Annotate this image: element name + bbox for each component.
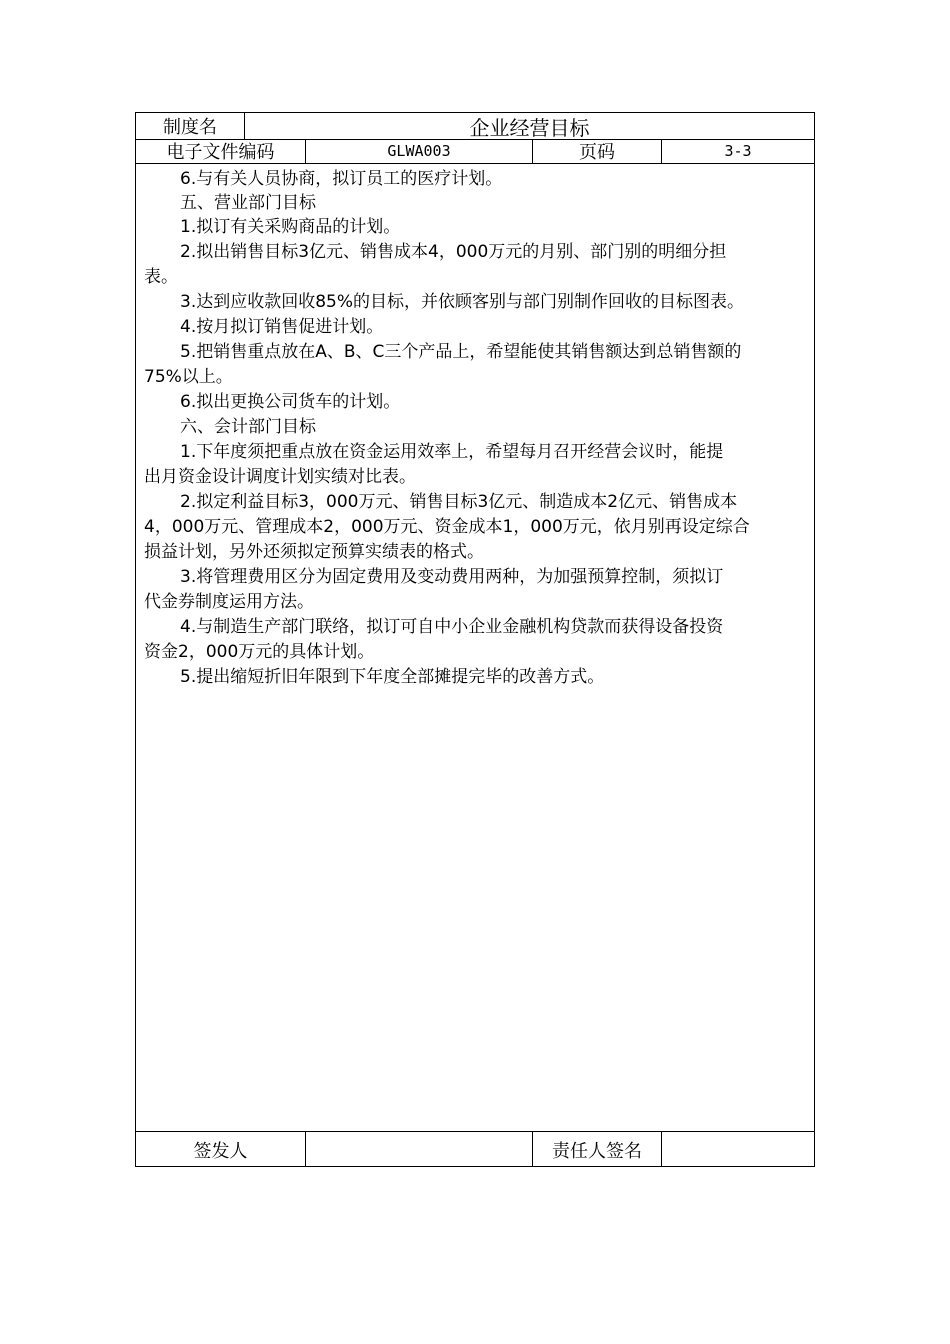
body-line: 5.提出缩短折旧年限到下年度全部摊提完毕的改善方式。: [180, 667, 605, 687]
body-line: 4.与制造生产部门联络，拟订可自中小企业金融机构贷款而获得设备投资: [180, 617, 724, 637]
body-line: 3.达到应收款回收85%的目标，并依顾客别与部门别制作回收的目标图表。: [180, 292, 745, 312]
body-line: 2.拟定利益目标3，000万元、销售目标3亿元、制造成本2亿元、销售成本: [180, 492, 738, 512]
signature-row: [136, 1131, 814, 1167]
page-label: 页码: [533, 139, 662, 163]
section-heading: 六、会计部门目标: [180, 417, 316, 437]
body-line: 4.按月拟订销售促进计划。: [180, 317, 384, 337]
body-line: 5.把销售重点放在A、B、C三个产品上，希望能使其销售额达到总销售额的: [180, 342, 742, 362]
document-body: [136, 164, 814, 1131]
body-line: 6.与有关人员协商，拟订员工的医疗计划。: [180, 169, 503, 189]
issuer-label: 签发人: [136, 1132, 306, 1167]
body-line: 代金券制度运用方法。: [144, 592, 314, 612]
body-line: 3.将管理费用区分为固定费用及变动费用两种，为加强预算控制，须拟订: [180, 567, 724, 587]
body-line: 表。: [144, 267, 178, 287]
header-row-meta: [136, 139, 814, 164]
responsible-signature-field[interactable]: [662, 1132, 814, 1167]
body-line: 1.下年度须把重点放在资金运用效率上，希望每月召开经营会议时，能提: [180, 442, 724, 462]
name-label: 制度名: [136, 113, 245, 139]
body-line: 4，000万元、管理成本2，000万元、资金成本1，000万元，依月别再设定综合: [144, 517, 750, 537]
header-row-title: [136, 113, 814, 140]
body-line: 出月资金设计调度计划实绩对比表。: [144, 467, 416, 487]
responsible-label: 责任人签名: [533, 1132, 662, 1167]
body-line: 2.拟出销售目标3亿元、销售成本4，000万元的月别、部门别的明细分担: [180, 242, 727, 262]
body-line: 1.拟订有关采购商品的计划。: [180, 217, 401, 237]
section-heading: 五、营业部门目标: [180, 193, 316, 213]
issuer-field[interactable]: [306, 1132, 533, 1167]
file-code-value: GLWA003: [306, 139, 533, 163]
page-value: 3-3: [724, 142, 752, 160]
body-line: 资金2，000万元的具体计划。: [144, 642, 375, 662]
body-line: 损益计划，另外还须拟定预算实绩表的格式。: [144, 542, 484, 562]
body-line: 6.拟出更换公司货车的计划。: [180, 392, 401, 412]
body-line: 75%以上。: [144, 367, 233, 387]
file-code-label: 电子文件编码: [136, 139, 306, 163]
document-title: 企业经营目标: [469, 115, 590, 140]
document-form: [135, 112, 815, 1167]
